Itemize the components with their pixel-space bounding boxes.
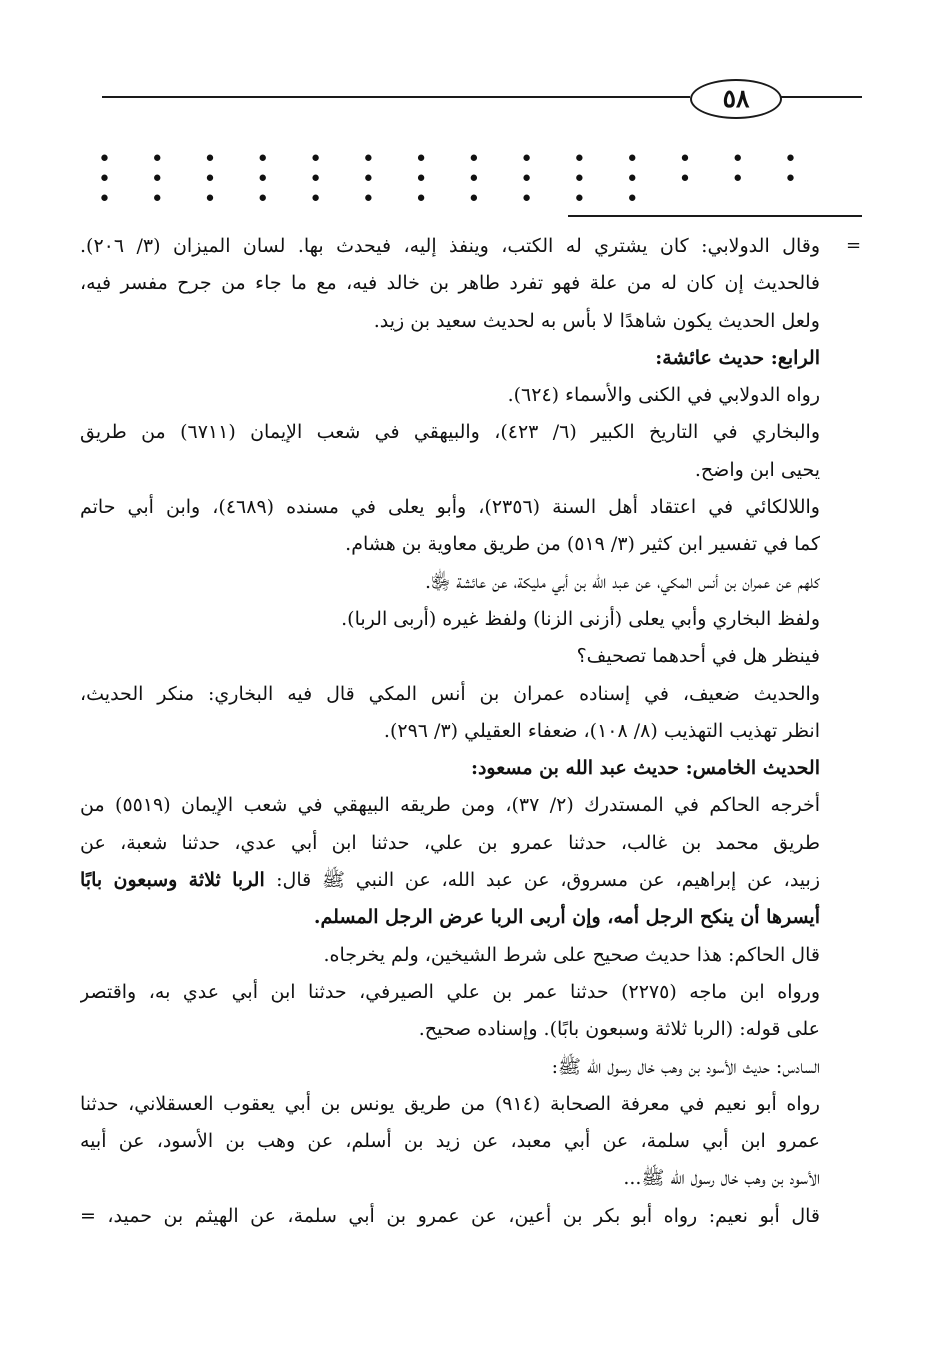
text-line-content: الرابع: حديث عائشة:: [655, 346, 820, 369]
footnote-text: [80, 228, 820, 1235]
text-line-content: ولعل الحديث يكون شاهدًا لا بأس به لحديث سعيد بن زيد.: [373, 309, 820, 332]
text-line: [80, 1123, 820, 1160]
footnote-rule: [568, 215, 862, 217]
text-line: [80, 899, 820, 936]
text-line: [80, 228, 820, 265]
text-line: [80, 676, 820, 713]
text-line: [80, 340, 820, 377]
text-line: [80, 1049, 820, 1086]
text-line: [80, 377, 820, 414]
text-line-content: زبيد، عن إبراهيم، عن مسروق، عن عبد الله، عن النبي ﷺ قال:: [276, 869, 820, 892]
text-line-content: يحيى ابن واضح.: [694, 458, 820, 481]
text-line-content: والحديث ضعيف، في إسناده عمران بن أنس المكي قال فيه البخاري: منكر الحديث،: [80, 682, 820, 705]
text-line-content: أيسرها أن ينكح الرجل أمه، وإن أربى الربا عرض الرجل المسلم.: [313, 906, 820, 929]
header-rule-right: [780, 96, 862, 98]
text-line: [80, 937, 820, 974]
text-line-content: ولفظ البخاري وأبي يعلى (أزنى الزنا) ولفظ غيره (أربى الربا).: [341, 607, 820, 630]
text-line: [80, 265, 820, 302]
text-line-content: الحديث الخامس: حديث عبد الله بن مسعود:: [470, 757, 820, 780]
text-line-bold-part: الربا ثلاثة وسبعون بابًا: [80, 869, 277, 892]
text-line: [80, 862, 820, 899]
text-line-content: رواه أبو نعيم في معرفة الصحابة (٩١٤) من طريق يونس بن أبي يعقوب العسقلاني، حدثنا: [80, 1092, 820, 1115]
text-line-content: السادس: حديث الأسود بن وهب خال رسول الله ﷺ:: [551, 1055, 820, 1078]
text-line: [80, 974, 820, 1011]
text-line: [80, 1160, 820, 1197]
text-line: [80, 414, 820, 451]
text-line-content: فينظر هل في أحدهما تصحيف؟: [576, 645, 820, 668]
text-line: [80, 1198, 820, 1235]
text-line: [80, 601, 820, 638]
text-line-content: كلهم عن عمران بن أنس المكي، عن عبد الله بن أبي مليكة، عن عائشة ﵂.: [424, 570, 820, 593]
text-line-content: انظر تهذيب التهذيب (٨/ ١٠٨)، ضعفاء العقيلي (٣/ ٢٩٦).: [383, 719, 820, 742]
text-line: [80, 452, 820, 489]
text-line-content: وقال الدولابي: كان يشتري له الكتب، وينفذ إليه، فيحدث بها. لسان الميزان (٣/ ٢٠٦).: [80, 235, 820, 257]
text-line: [80, 750, 820, 787]
text-line-content: الأسود بن وهب خال رسول الله ﷺ...: [623, 1167, 820, 1190]
text-line: [80, 825, 820, 862]
text-line-content: قال أبو نعيم: رواه أبو بكر بن أعين، عن عمرو بن أبي سلمة، عن الهيثم بن حميد، =: [80, 1204, 820, 1227]
text-line: [80, 303, 820, 340]
text-line-content: أخرجه الحاكم في المستدرك (٢/ ٣٧)، ومن طريقه البيهقي في شعب الإيمان (٥٥١٩) من: [80, 794, 820, 817]
text-line-content: واللالكائي في اعتقاد أهل السنة (٢٣٥٦)، وأبو يعلى في مسنده (٤٦٨٩)، وابن أبي حاتم: [80, 496, 820, 519]
text-line-content: طريق محمد بن غالب، حدثنا عمرو بن علي، حدثنا ابن أبي عدي، حدثنا شعبة، عن: [80, 831, 820, 854]
text-line: [80, 1086, 820, 1123]
text-line-content: رواه الدولابي في الكنى والأسماء (٦٢٤).: [507, 384, 820, 407]
continuation-mark: =: [846, 235, 862, 256]
text-line: [80, 1011, 820, 1048]
text-line-content: والبخاري في التاريخ الكبير (٦/ ٤٢٣)، والبيهقي في شعب الإيمان (٦٧١١) من طريق: [80, 421, 820, 444]
text-line-content: فالحديث إن كان له من علة فهو تفرد طاهر بن خالد فيه، مع ما جاء من جرح مفسر فيه،: [80, 272, 820, 295]
text-line-content: عمرو ابن أبي سلمة، عن أبي معبد، عن زيد بن أسلم، عن وهب بن الأسود، عن أبيه: [80, 1130, 820, 1153]
text-line: [80, 489, 820, 526]
text-line: [80, 787, 820, 824]
text-line: [80, 638, 820, 675]
page-number: ٥٨: [690, 79, 782, 119]
text-line: [80, 526, 820, 563]
text-line-content: كما في تفسير ابن كثير (٣/ ٥١٩) من طريق معاوية بن هشام.: [345, 533, 820, 556]
text-line-content: على قوله: (الربا ثلاثة وسبعون بابًا). وإسناده صحيح.: [418, 1018, 820, 1041]
text-line-content: ورواه ابن ماجه (٢٢٧٥) حدثنا عمر بن علي الصيرفي، حدثنا ابن أبي عدي به، واقتصر: [80, 980, 820, 1003]
text-line: [80, 713, 820, 750]
text-line: [80, 564, 820, 601]
separator-dots: • • • • • • • • • • • • • • • • • • • • • • • • • • • • • • • • • • • • • • •: [98, 147, 814, 212]
text-line-content: قال الحاكم: هذا حديث صحيح على شرط الشيخين، ولم يخرجاه.: [323, 943, 820, 966]
header-rule-left: [102, 96, 690, 98]
